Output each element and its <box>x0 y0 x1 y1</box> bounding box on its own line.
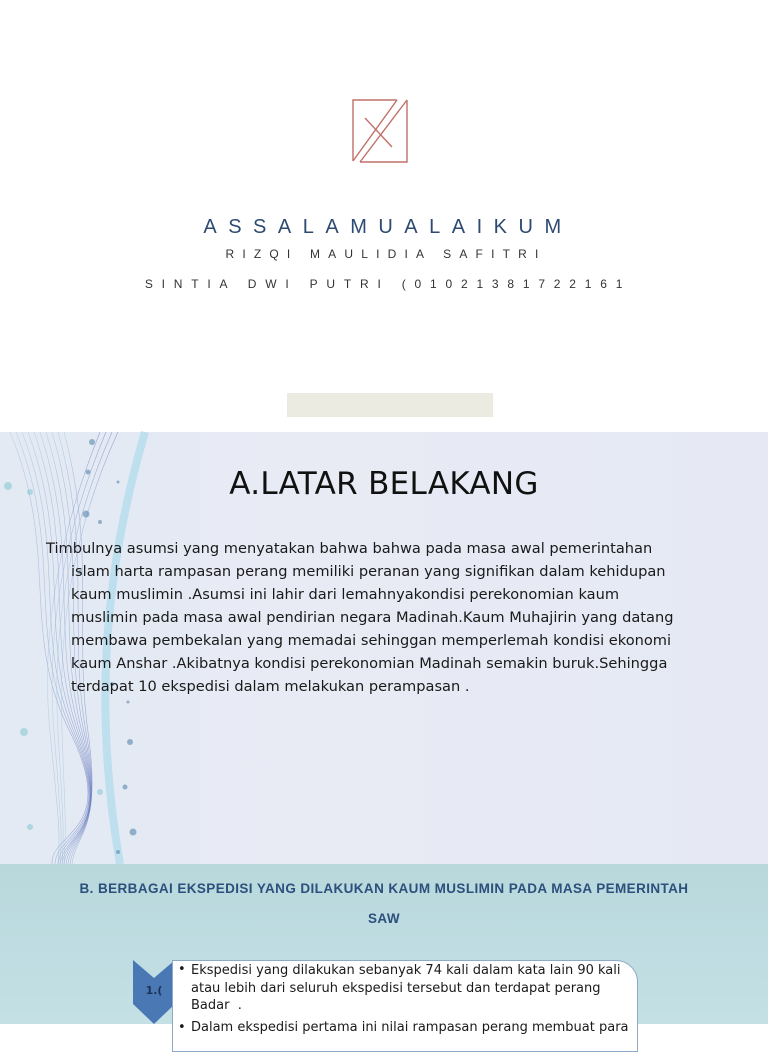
paragraph-line: kaum Anshar .Akibatnya kondisi perekonomian Madinah semakin buruk.Sehingga <box>71 655 668 672</box>
bullet-item <box>173 1015 637 1037</box>
bullet-line: atau lebih dari seluruh ekspedisi tersebut dan terdapat perang <box>191 980 601 996</box>
paragraph-line: muslimin pada masa awal pendirian negara Madinah.Kaum Muhajirin yang datang <box>71 609 674 626</box>
heading-line-1: B. BERBAGAI EKSPEDISI YANG DILAKUKAN KAUM MUSLIMIN PADA MASA PEMERINTAH <box>79 881 689 896</box>
bullet-card <box>172 960 638 1052</box>
heading-line-2: SAW <box>368 911 400 926</box>
section-heading: A.LATAR BELAKANG <box>229 466 539 502</box>
paragraph-line: terdapat 10 ekspedisi dalam melakukan perampasan . <box>71 678 470 695</box>
slide-title <box>0 0 768 432</box>
bullet-line: Dalam ekspedisi pertama ini nilai rampasan perang membuat para <box>191 1019 629 1035</box>
background-paragraph <box>46 537 726 698</box>
bullet-line: Badar . <box>191 998 242 1013</box>
crossed-frame-logo-icon <box>350 96 412 166</box>
author-name-1: RIZQI MAULIDIA SAFITRI <box>225 247 547 261</box>
slide-title-heading: ASSALAMUALAIKUM <box>203 216 573 238</box>
slide-ekspedisi <box>0 864 768 1035</box>
author-name-2: SINTIA DWI PUTRI (01021381722161 <box>144 277 632 291</box>
bullet-line: Ekspedisi yang dilakukan sebanyak 74 kali dalam kata lain 90 kali <box>191 963 621 978</box>
step-number: 1.( <box>145 984 163 997</box>
section-heading <box>0 874 768 934</box>
decorative-bar <box>287 393 493 417</box>
bullet-dot-icon: • <box>178 962 186 977</box>
paragraph-line: Timbulnya asumsi yang menyatakan bahwa bahwa pada masa awal pemerintahan <box>46 540 653 557</box>
bullet-dot-icon: • <box>178 1019 186 1035</box>
slide-latar-belakang <box>0 432 768 864</box>
paragraph-line: kaum muslimin .Asumsi ini lahir dari lemahnyakondisi perekonomian kaum <box>71 586 620 603</box>
paragraph-line: membawa pembekalan yang memadai sehinggan memperlemah kondisi ekonomi <box>71 632 672 649</box>
bullet-item <box>173 961 637 1015</box>
paragraph-line: islam harta rampasan perang memiliki peranan yang signifikan dalam kehidupan <box>71 563 666 580</box>
